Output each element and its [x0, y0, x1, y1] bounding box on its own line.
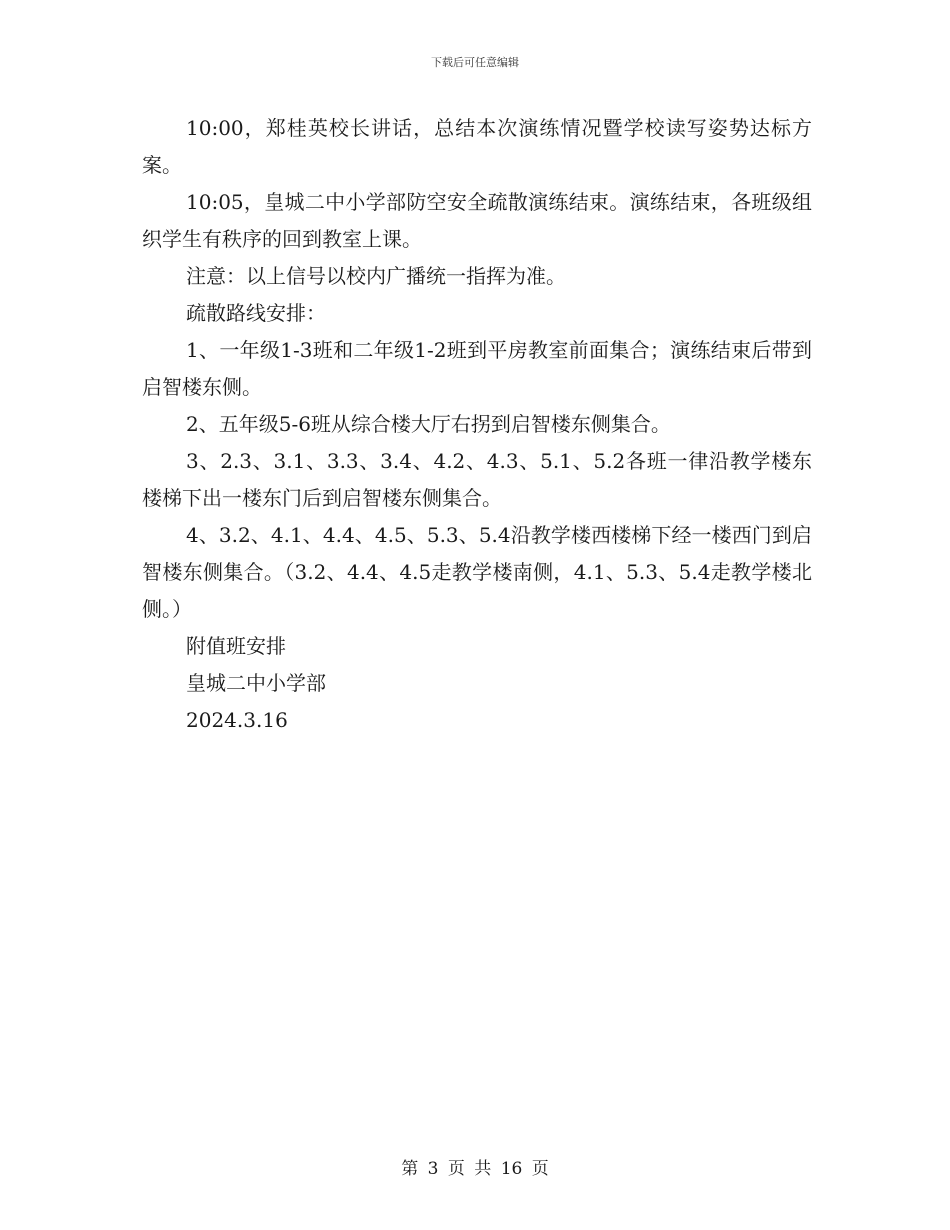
page-number-footer: 第 3 页 共 16 页 — [401, 1159, 549, 1179]
paragraph-route-1: 1、一年级1-3班和二年级1-2班到平房教室前面集合；演练结束后带到启智楼东侧。 — [142, 338, 812, 399]
paragraph-school-name: 皇城二中小学部 — [186, 671, 326, 695]
paragraph-route-3: 3、2.3、3.1、3.3、3.4、4.2、4.3、5.1、5.2各班一律沿教学楼东楼梯下出一楼东门后到启智楼东侧集合。 — [142, 449, 812, 510]
paragraph-duty-arrangement: 附值班安排 — [186, 634, 286, 658]
paragraph-note: 注意：以上信号以校内广播统一指挥为准。 — [186, 264, 566, 288]
paragraph-route-4: 4、3.2、4.1、4.4、4.5、5.3、5.4沿教学楼西楼梯下经一楼西门到启智楼东侧集合。（3.2、4.4、4.5走教学楼南侧，4.1、5.3、5.4走教学楼北侧。） — [142, 523, 812, 621]
paragraph-route-2: 2、五年级5-6班从综合楼大厅右拐到启智楼东侧集合。 — [186, 412, 671, 436]
paragraph-drill-end: 10:05，皇城二中小学部防空安全疏散演练结束。演练结束，各班级组织学生有秩序的回到教室上课。 — [142, 190, 812, 251]
paragraph-date: 2024.3.16 — [186, 708, 288, 732]
page-header: 下载后可任意编辑 — [431, 56, 519, 69]
paragraph-speech: 10:00，郑桂英校长讲话，总结本次演练情况暨学校读写姿势达标方案。 — [142, 116, 812, 177]
document-body — [142, 110, 812, 739]
paragraph-route-heading: 疏散路线安排： — [186, 301, 326, 325]
